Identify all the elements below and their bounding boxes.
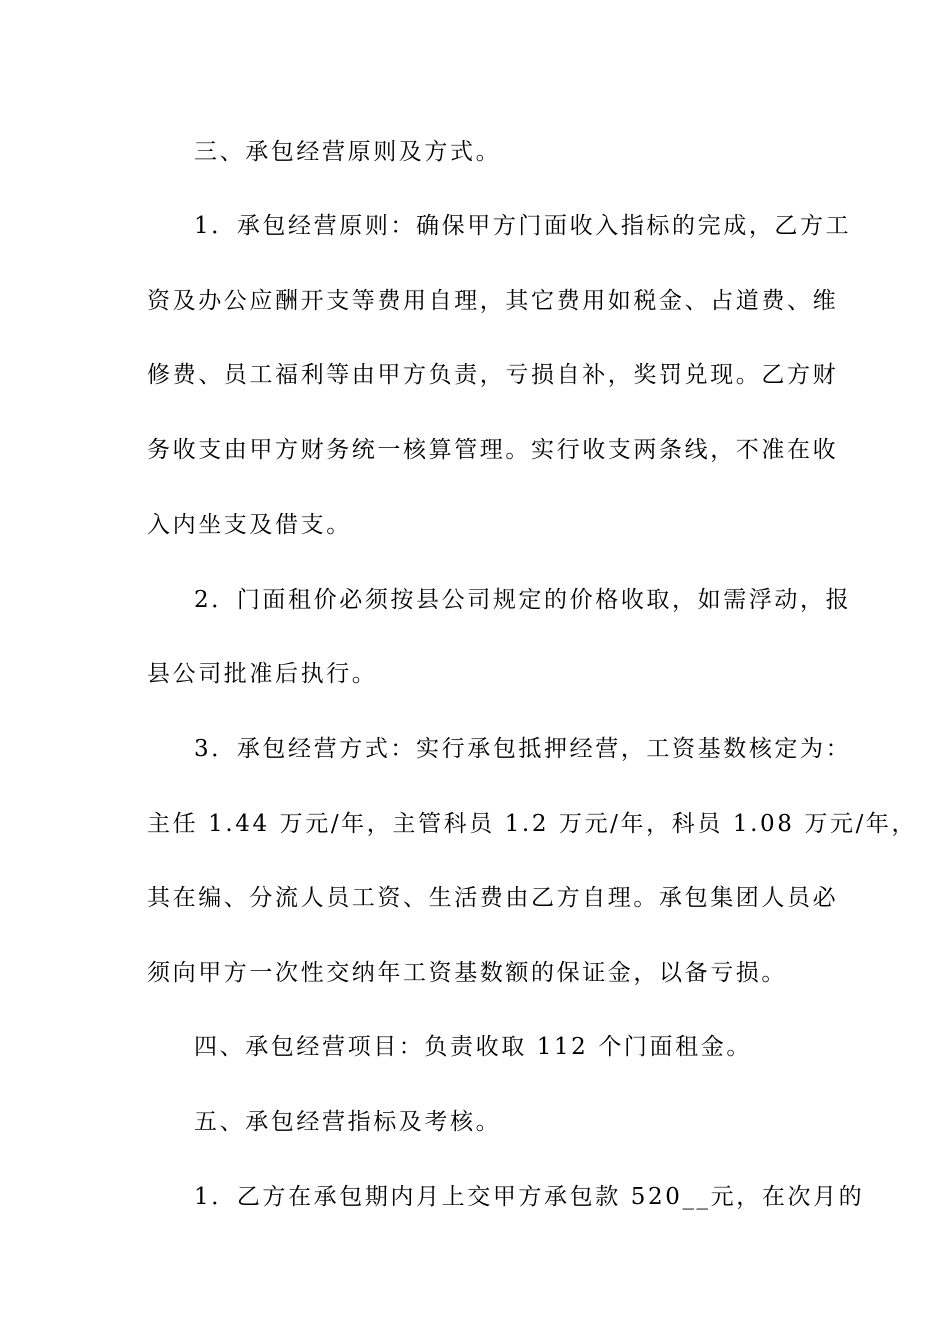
section-heading-4: 四、承包经营项目：负责收取 112 个门面租金。 xyxy=(194,1034,752,1060)
paragraph-line: 主任 1.44 万元/年，主管科员 1.2 万元/年，科员 1.08 万元/年， xyxy=(147,811,918,837)
paragraph-line: 1．乙方在承包期内月上交甲方承包款 520__元，在次月的 xyxy=(194,1184,865,1210)
paragraph-line: 须向甲方一次性交纳年工资基数额的保证金，以备亏损。 xyxy=(147,960,787,986)
paragraph-line: 资及办公应酬开支等费用自理，其它费用如税金、占道费、维 xyxy=(147,288,839,314)
paragraph-line: 3．承包经营方式：实行承包抵押经营，工资基数核定为： xyxy=(194,736,852,762)
section-heading-3: 三、承包经营原则及方式。 xyxy=(194,139,502,165)
paragraph-line: 修费、员工福利等由甲方负责，亏损自补，奖罚兑现。乙方财 xyxy=(147,362,839,388)
paragraph-line: 入内坐支及借支。 xyxy=(147,512,352,538)
paragraph-line: 其在编、分流人员工资、生活费由乙方自理。承包集团人员必 xyxy=(147,885,839,911)
paragraph-line: 县公司批准后执行。 xyxy=(147,661,378,687)
paragraph-line: 务收支由甲方财务统一核算管理。实行收支两条线，不准在收 xyxy=(147,437,839,463)
section-heading-5: 五、承包经营指标及考核。 xyxy=(194,1109,502,1135)
paragraph-line: 2．门面租价必须按县公司规定的价格收取，如需浮动，报 xyxy=(194,587,852,613)
paragraph-line: 1．承包经营原则：确保甲方门面收入指标的完成，乙方工 xyxy=(194,213,852,239)
